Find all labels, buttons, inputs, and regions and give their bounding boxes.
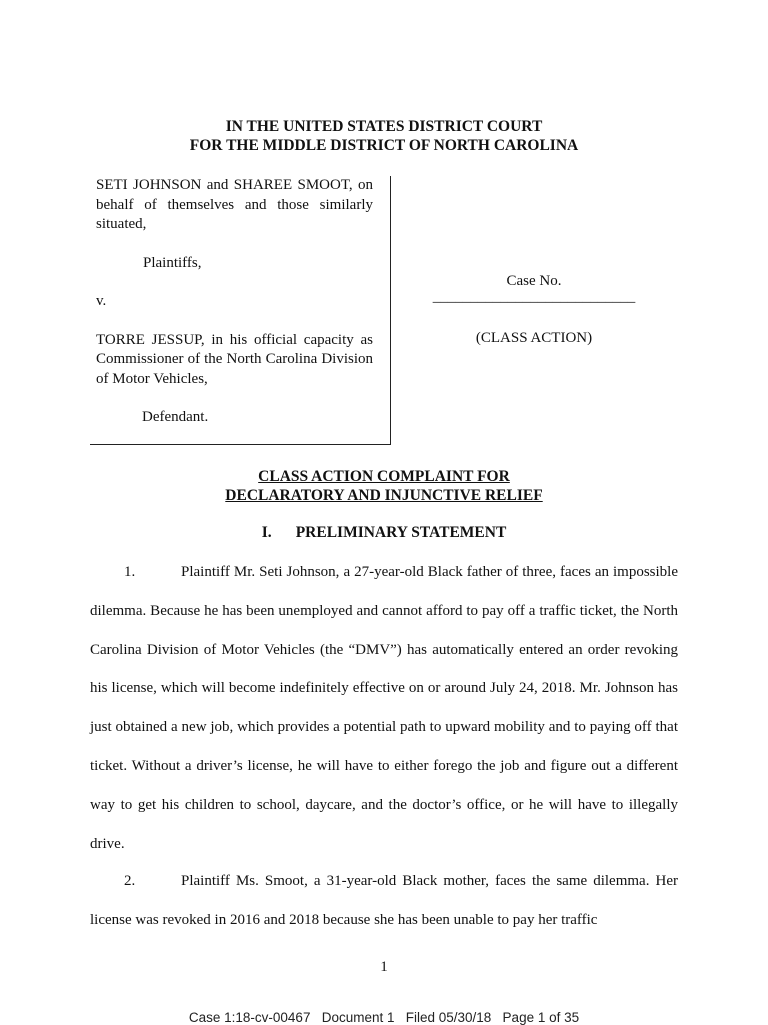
court-header-line-2: FOR THE MIDDLE DISTRICT OF NORTH CAROLINA [189,137,579,154]
plaintiffs-names: SETI JOHNSON and SHAREE SMOOT, on behalf of themselves and those similarly situated, [96,177,373,232]
section-title: PRELIMINARY STATEMENT [295,524,507,541]
paragraph-number: 2. [124,873,136,889]
defendant-label: Defendant. [142,409,209,425]
caption-horizontal-divider [90,444,391,445]
class-action-label: (CLASS ACTION) [475,330,593,346]
caption-vertical-divider [390,176,391,445]
paragraph-text: Plaintiff Ms. Smoot, a 31-year-old Black mother, faces the same dilemma. Her license was revoked in 2016 and 2018 because she has been unable to pay her traffic [90,873,678,928]
paragraph-number: 1. [124,564,136,580]
page-number: 1 [380,959,388,975]
case-number-blank: ___________________________ [432,288,636,305]
case-caption-parties [96,176,373,428]
section-heading [0,524,768,542]
complaint-title-line-1: CLASS ACTION COMPLAINT FOR [258,468,510,485]
complaint-title [0,467,768,505]
section-number: I. [261,524,272,541]
defendant-name: TORRE JESSUP, in his official capacity as Commissioner of the North Carolina Division of Motor Vehicles, [96,331,373,387]
case-number-label: Case No. [506,273,562,289]
versus-label: v. [96,293,107,309]
court-header [0,117,768,155]
case-caption-number [420,272,648,349]
filing-footer: Case 1:18-cv-00467 Document 1 Filed 05/30/18 Page 1 of 35 [188,1010,580,1025]
court-header-line-1: IN THE UNITED STATES DISTRICT COURT [225,118,543,135]
plaintiffs-label: Plaintiffs, [143,254,202,271]
paragraph-2 [90,862,678,940]
paragraph-text: Plaintiff Mr. Seti Johnson, a 27-year-old Black father of three, faces an impossible dilemma. Because he has been unemployed and cannot afford to pay off a traffic ticket, the North Carolina Division of Motor Vehicles (the “DMV”) has automatically entered an order revoking his license, which will become indefinitely effective on or around July 24, 2018. Mr. Johnson has just obtained a new job, which provides a potential path to upward mobility and to paying off that ticket. Without a driver’s license, he will have to either forego the job and figure out a different way to get his children to school, daycare, and the doctor’s office, or he will have to illegally drive. [90,564,678,852]
complaint-title-line-2: DECLARATORY AND INJUNCTIVE RELIEF [225,487,543,504]
paragraph-1 [90,553,678,863]
